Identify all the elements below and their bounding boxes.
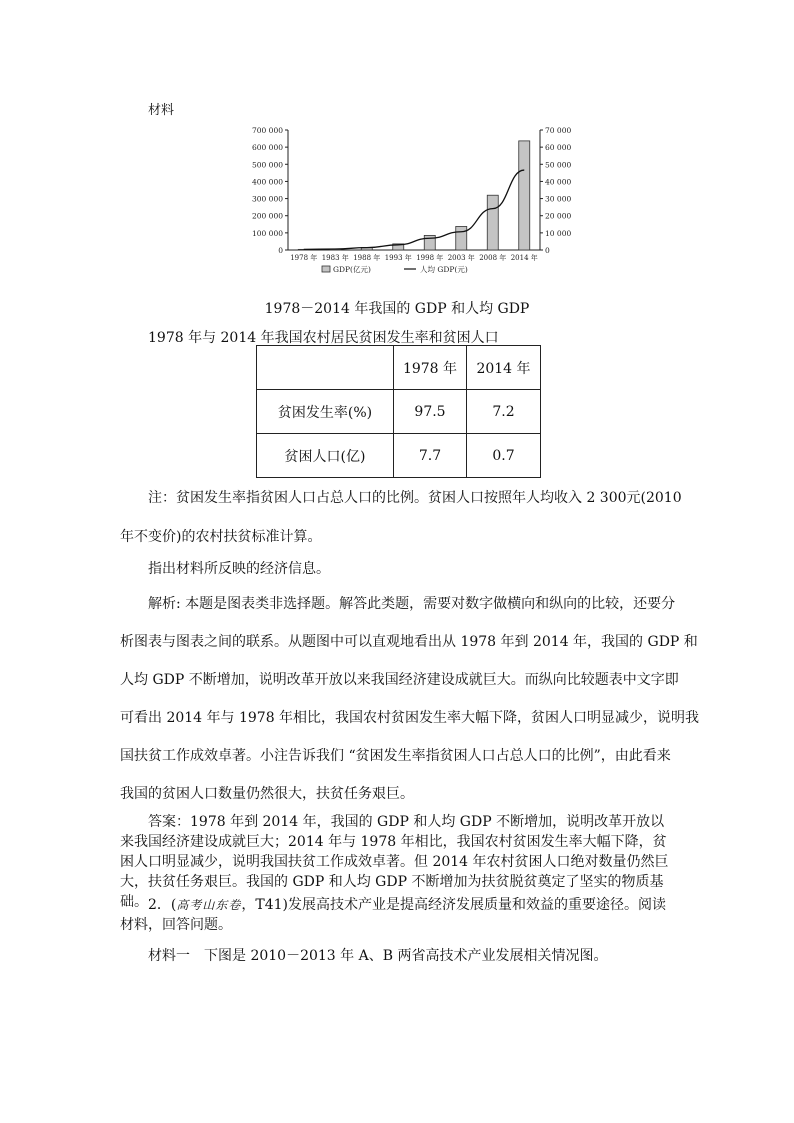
x-tick-label: 2003 年 [447,254,475,262]
answer-paragraph: 答案：1978 年到 2014 年，我国的 GDP 和人均 GDP 不断增加，说明改革开放以来我国经济建设成就巨大；2014 年与 1978 年相比，我国农村贫困发生率大幅下降，贫困人口明显减少，说明我国扶贫工作成效卓著。但 2014 年农村贫困人口绝对数量仍然巨大，扶贫任务艰巨。我国的 GDP 和人均 GDP 不断增加为扶贫脱贫奠定了坚实的物质基础。 [120,814,669,910]
question-2 [120,895,675,935]
x-tick-label: 1983 年 [321,254,349,262]
left-tick-label: 100 000 [251,228,283,238]
left-tick-label: 0 [278,246,283,255]
note-line-1: 注：贫困发生率指贫困人口占总人口的比例。贫困人口按照年人均收入 2 300元(2010 [148,490,682,506]
left-tick-label: 700 000 [251,126,283,135]
left-tick-label: 200 000 [251,211,283,221]
legend-swatch-gdp [322,266,330,272]
table-cell: 97.5 [394,390,467,434]
right-tick-label: 60 000 [545,143,572,153]
left-tick-label: 400 000 [251,177,283,187]
gdp-bar [487,195,498,250]
right-tick-label: 30 000 [545,194,572,204]
right-tick-label: 50 000 [545,160,572,170]
note-line-2: 年不变价)的农村扶贫标准计算。 [120,529,322,545]
table-cell: 7.2 [467,390,541,434]
right-tick-label: 70 000 [545,126,572,135]
analysis-line: 解析: 本题是图表类非选择题。解答此类题，需要对数字做横向和纵向的比较，还要分 [148,596,676,612]
right-tick-label: 0 [545,246,550,255]
x-tick-label: 1998 年 [416,254,444,262]
table-cell: 贫困发生率(%) [257,390,394,434]
question-text: 指出材料所反映的经济信息。 [148,561,330,577]
question-2-text: ，T41)发展高技术产业是提高经济发展质量和效益的重要途径。阅读材料，回答问题。 [120,897,667,933]
table-cell: 7.7 [394,434,467,478]
x-tick-label: 2014 年 [510,254,538,262]
chart-legend [322,264,468,274]
left-tick-label: 600 000 [251,143,283,153]
table-title: 1978 年与 2014 年我国农村居民贫困发生率和贫困人口 [148,330,499,346]
table-cell: 0.7 [467,434,541,478]
x-tick-label: 2008 年 [479,254,507,262]
analysis-line: 可看出 2014 年与 1978 年相比，我国农村贫困发生率大幅下降，贫困人口明显减少，说明我 [120,710,700,726]
analysis-line: 析图表与图表之间的联系。从题图中可以直观地看出从 1978 年到 2014 年，我国的 GDP 和 [120,634,698,650]
right-tick-label: 20 000 [545,211,572,221]
x-tick-label: 1993 年 [384,254,412,262]
table-row [257,390,541,434]
left-tick-label: 300 000 [251,194,283,204]
table-header-cell: 1978 年 [394,346,467,390]
poverty-table [256,345,541,478]
gdp-bar [519,141,530,250]
material-label: 材料 [148,103,175,118]
chart-axes [285,130,543,250]
analysis-line: 人均 GDP 不断增加，说明改革开放以来我国经济建设成就巨大。而纵向比较题表中文字即 [120,672,679,688]
left-tick-label: 500 000 [251,160,283,170]
legend-label-gdp: GDP(亿元) [333,265,371,274]
chart-title: 1978－2014 年我国的 GDP 和人均 GDP [264,301,530,317]
table-header-cell [257,346,394,390]
analysis-line: 国扶贫工作成效卓著。小注告诉我们 “贫困发生率指贫困人口占总人口的比例”，由此看来 [120,748,671,764]
x-tick-label: 1988 年 [353,254,381,262]
gdp-bar [456,226,467,250]
gdp-chart [244,118,572,284]
gdp-bars [298,141,530,250]
right-tick-label: 40 000 [545,177,572,187]
table-header-cell: 2014 年 [467,346,541,390]
legend-label-per-capita: 人均 GDP(元) [420,265,468,274]
x-tick-label: 1978 年 [290,254,318,262]
table-cell: 贫困人口(亿) [257,434,394,478]
table-row [257,434,541,478]
analysis-line: 我国的贫困人口数量仍然很大，扶贫任务艰巨。 [120,786,414,802]
right-tick-label: 10 000 [545,228,572,238]
question-2-number: 2．( [148,897,177,913]
material-one: 材料一 下图是 2010－2013 年 A、B 两省高技术产业发展相关情况图。 [148,948,608,964]
table-header-row [257,346,541,390]
question-2-source: 高考山东卷 [176,898,242,912]
